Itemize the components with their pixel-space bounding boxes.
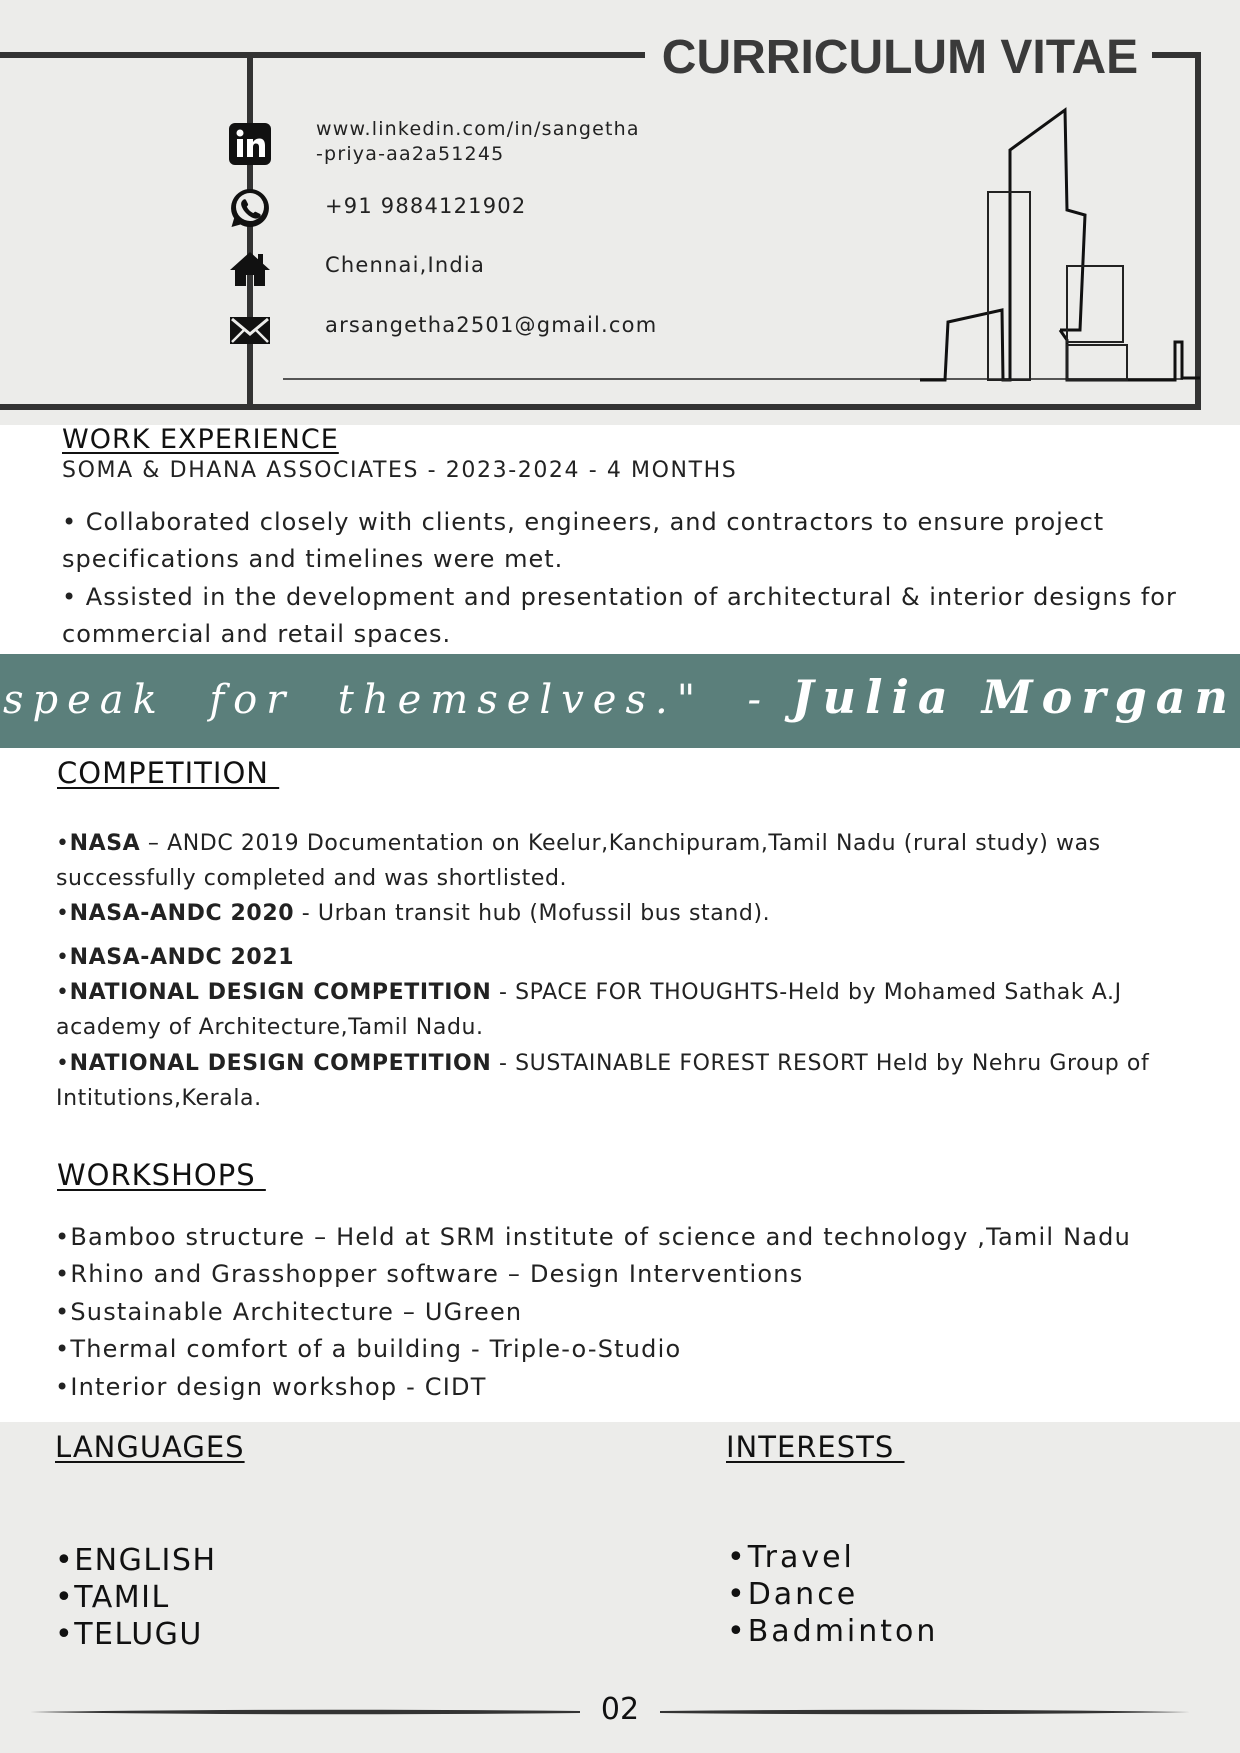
workshop-item-2: •Rhino and Grasshopper software – Design Interventions — [55, 1260, 804, 1288]
whatsapp-icon[interactable] — [228, 186, 272, 230]
language-item-3: •TELUGU — [55, 1617, 203, 1652]
cv-title: CURRICULUM VITAE — [655, 30, 1145, 85]
languages-title: LANGUAGES — [55, 1430, 245, 1464]
phone-number[interactable]: +91 9884121902 — [325, 194, 527, 218]
workshops-title: WORKSHOPS — [57, 1158, 266, 1192]
frame-top-right-line — [1152, 52, 1201, 58]
home-icon — [228, 247, 272, 291]
competition-item-5: •NATIONAL DESIGN COMPETITION - SUSTAINABLE FOREST RESORT Held by Nehru Group of Intitutions,Kerala. — [56, 1051, 1150, 1111]
competition-item-4: •NATIONAL DESIGN COMPETITION - SPACE FOR THOUGHTS-Held by Mohamed Sathak A.J academy of Architecture,Tamil Nadu. — [56, 980, 1122, 1040]
frame-bottom-line — [0, 404, 1201, 410]
page-number: 02 — [600, 1692, 640, 1727]
competition-item-3-name: NASA-ANDC 2021 — [69, 945, 295, 970]
interest-item-3: •Badminton — [727, 1614, 939, 1649]
interest-item-1: •Travel — [727, 1540, 855, 1575]
interest-item-2: •Dance — [727, 1577, 859, 1612]
competition-item-5-text: - SUSTAINABLE FOREST RESORT Held by Nehru Group of Intitutions,Kerala. — [56, 1051, 1150, 1111]
frame-top-left-line — [0, 52, 645, 58]
language-item-1: •ENGLISH — [55, 1543, 217, 1578]
linkedin-url-line-2[interactable]: -priya-aa2a51245 — [316, 143, 505, 165]
work-experience-title: WORK EXPERIENCE — [62, 424, 339, 455]
competition-item-4-name: NATIONAL DESIGN COMPETITION — [69, 980, 492, 1005]
mail-icon[interactable] — [228, 308, 272, 352]
workshop-item-3: •Sustainable Architecture – UGreen — [55, 1298, 523, 1326]
competition-item-1: •NASA – ANDC 2019 Documentation on Keelur,Kanchipuram,Tamil Nadu (rural study) was successfully completed and was shortlisted. — [56, 831, 1101, 891]
quote — [0, 670, 1240, 724]
competition-item-5-name: NATIONAL DESIGN COMPETITION — [69, 1051, 492, 1076]
work-employer: SOMA & DHANA ASSOCIATES - 2023-2024 - 4 MONTHS — [62, 458, 738, 483]
work-bullet-2: • Assisted in the development and presentation of architectural & interior designs for commercial and retail spaces. — [62, 583, 1177, 648]
competition-item-1-text: – ANDC 2019 Documentation on Keelur,Kanchipuram,Tamil Nadu (rural study) was successfully completed and was shortlisted. — [56, 831, 1101, 891]
language-item-2: •TAMIL — [55, 1580, 170, 1615]
building-sketch-illustration — [920, 100, 1200, 390]
footer-divider-right — [660, 1707, 1190, 1717]
competition-item-3: •NASA-ANDC 2021 — [56, 945, 295, 970]
email-address[interactable]: arsangetha2501@gmail.com — [325, 313, 658, 337]
linkedin-url-line-1[interactable]: www.linkedin.com/in/sangetha — [316, 118, 640, 140]
location: Chennai,India — [325, 253, 486, 277]
competition-item-2: •NASA-ANDC 2020 - Urban transit hub (Mofussil bus stand). — [56, 901, 771, 926]
workshop-item-5: •Interior design workshop - CIDT — [55, 1373, 487, 1401]
footer-divider-left — [30, 1707, 580, 1717]
competition-item-2-name: NASA-ANDC 2020 — [69, 901, 295, 926]
competition-title: COMPETITION — [57, 756, 280, 790]
work-bullet-1: • Collaborated closely with clients, engineers, and contractors to ensure project specifications and timelines were met. — [62, 508, 1105, 573]
workshop-item-1: •Bamboo structure – Held at SRM institute of science and technology ,Tamil Nadu — [55, 1223, 1131, 1251]
interests-title: INTERESTS — [726, 1430, 905, 1464]
frame-vertical-line — [247, 58, 253, 404]
quote-author: Julia Morgan — [791, 670, 1237, 724]
quote-text: speak for themselves." - — [3, 677, 771, 723]
workshop-item-4: •Thermal comfort of a building - Triple-o-Studio — [55, 1335, 682, 1363]
linkedin-icon[interactable] — [228, 122, 272, 166]
competition-item-2-text: - Urban transit hub (Mofussil bus stand). — [294, 901, 771, 926]
competition-item-1-name: NASA — [69, 831, 141, 856]
competition-item-4-text: - SPACE FOR THOUGHTS-Held by Mohamed Sathak A.J academy of Architecture,Tamil Nadu. — [56, 980, 1122, 1040]
